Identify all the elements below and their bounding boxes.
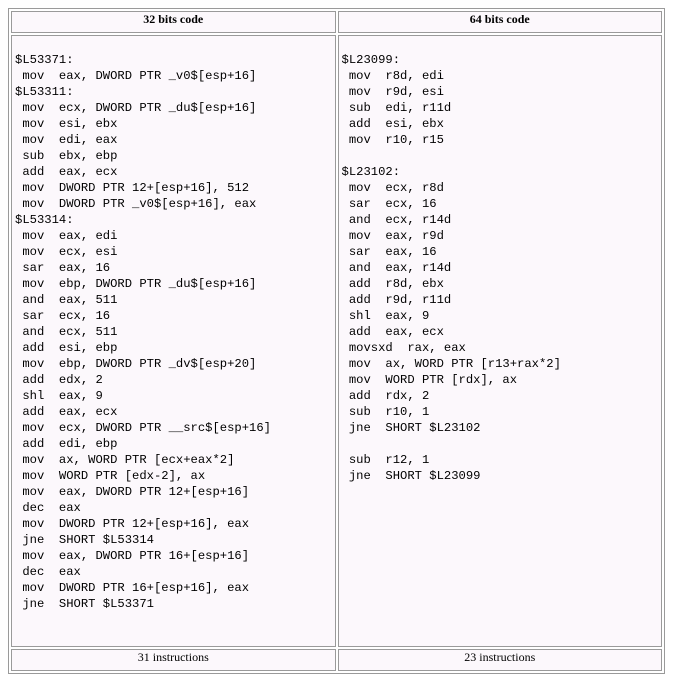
code64-line: movsxd rax, eax [341, 341, 466, 355]
code32-line: mov ecx, DWORD PTR _du$[esp+16] [15, 101, 257, 115]
code64-line: mov r9d, esi [341, 85, 444, 99]
code32-line: mov eax, DWORD PTR 16+[esp+16] [15, 549, 250, 563]
code64-line: mov ax, WORD PTR [r13+rax*2] [341, 357, 561, 371]
code32-line: $L53314: [15, 213, 74, 227]
code64-line: mov ecx, r8d [341, 181, 444, 195]
code32-line: mov esi, ebx [15, 117, 118, 131]
code32-line: mov ecx, DWORD PTR __src$[esp+16] [15, 421, 271, 435]
code32-line: mov DWORD PTR 12+[esp+16], 512 [15, 181, 250, 195]
code-cell-32bit [11, 35, 336, 647]
code64-line: sar ecx, 16 [341, 197, 437, 211]
code64-line: mov WORD PTR [rdx], ax [341, 373, 518, 387]
code64-line: $L23102: [341, 165, 401, 179]
code32-line: mov ebp, DWORD PTR _du$[esp+16] [15, 277, 257, 291]
code-cell-64bit [338, 35, 663, 647]
code32-line: mov eax, DWORD PTR 12+[esp+16] [15, 485, 250, 499]
code32-line: mov ecx, esi [15, 245, 118, 259]
code32-line: mov ax, WORD PTR [ecx+eax*2] [15, 453, 235, 467]
code-listing-64bit [339, 36, 662, 484]
code64-line: add r8d, ebx [341, 277, 444, 291]
code32-line: mov eax, edi [15, 229, 118, 243]
code32-line: add eax, ecx [15, 405, 118, 419]
code64-line: jne SHORT $L23102 [341, 421, 481, 435]
code-listing-32bit [12, 36, 335, 612]
code64-line: mov r8d, edi [341, 69, 444, 83]
code32-line: jne SHORT $L53371 [15, 597, 154, 611]
code32-line: add edi, ebp [15, 437, 118, 451]
code32-line: and ecx, 511 [15, 325, 118, 339]
code32-line: mov ebp, DWORD PTR _dv$[esp+20] [15, 357, 257, 371]
code32-line: and eax, 511 [15, 293, 118, 307]
code64-line: add esi, ebx [341, 117, 444, 131]
code32-line: mov DWORD PTR 12+[esp+16], eax [15, 517, 250, 531]
code64-line: add rdx, 2 [341, 389, 430, 403]
code32-line: $L53311: [15, 85, 74, 99]
code32-line: shl eax, 9 [15, 389, 103, 403]
code64-line: and eax, r14d [341, 261, 452, 275]
code64-line: and ecx, r14d [341, 213, 452, 227]
code32-line: sub ebx, ebp [15, 149, 118, 163]
code32-line: mov DWORD PTR _v0$[esp+16], eax [15, 197, 257, 211]
footer-64bit-count: 23 instructions [338, 649, 663, 671]
header-row [11, 11, 662, 33]
code32-line: mov edi, eax [15, 133, 118, 147]
header-64bit: 64 bits code [338, 11, 663, 33]
code-row [11, 35, 662, 647]
code32-line: add esi, ebp [15, 341, 118, 355]
code32-line: mov WORD PTR [edx-2], ax [15, 469, 206, 483]
code-comparison-table [8, 8, 665, 674]
code64-line: mov eax, r9d [341, 229, 444, 243]
code64-line: sar eax, 16 [341, 245, 437, 259]
code32-line: sar ecx, 16 [15, 309, 111, 323]
code32-line: mov DWORD PTR 16+[esp+16], eax [15, 581, 250, 595]
code32-line: dec eax [15, 565, 81, 579]
code32-line: sar eax, 16 [15, 261, 111, 275]
footer-row [11, 649, 662, 671]
code64-line: add r9d, r11d [341, 293, 452, 307]
code64-line: mov r10, r15 [341, 133, 444, 147]
code32-line: $L53371: [15, 53, 74, 67]
footer-32bit-count: 31 instructions [11, 649, 336, 671]
header-32bit: 32 bits code [11, 11, 336, 33]
code64-line: $L23099: [341, 53, 401, 67]
code64-line: sub r10, 1 [341, 405, 430, 419]
code32-line: jne SHORT $L53314 [15, 533, 154, 547]
code64-line: sub r12, 1 [341, 453, 430, 467]
code64-line: add eax, ecx [341, 325, 444, 339]
code64-line: shl eax, 9 [341, 309, 430, 323]
code32-line: dec eax [15, 501, 81, 515]
code64-line: sub edi, r11d [341, 101, 452, 115]
code32-line: add eax, ecx [15, 165, 118, 179]
code32-line: add edx, 2 [15, 373, 103, 387]
code32-line: mov eax, DWORD PTR _v0$[esp+16] [15, 69, 257, 83]
code64-line: jne SHORT $L23099 [341, 469, 481, 483]
